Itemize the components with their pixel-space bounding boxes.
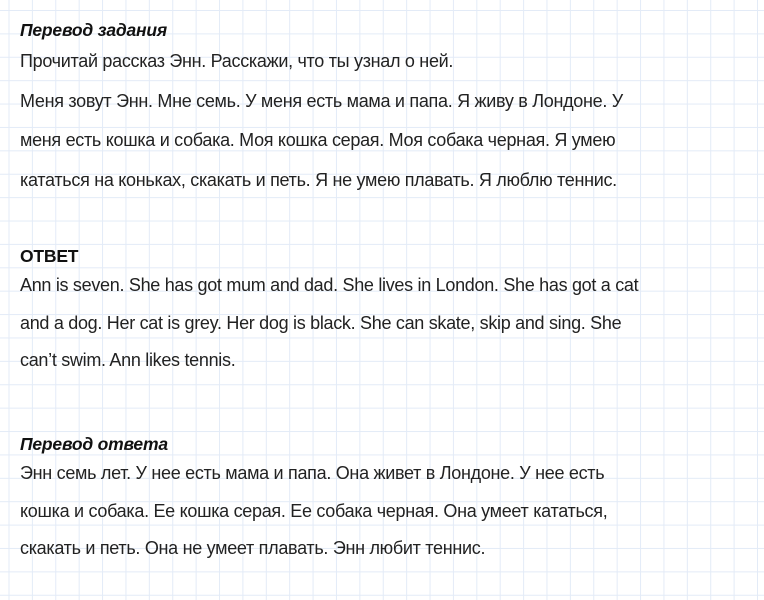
text-line: and a dog. Her cat is grey. Her dog is black. She can skate, skip and sing. She — [20, 312, 622, 333]
text-line: Энн семь лет. У нее есть мама и папа. Она живет в Лондоне. У нее есть — [20, 463, 605, 483]
answer-heading: ОТВЕТ — [20, 246, 79, 266]
text-line: Ann is seven. She has got mum and dad. She lives in London. She has got a cat — [20, 275, 639, 295]
answer-translation-text — [20, 455, 760, 568]
text-line: can’t swim. Ann likes tennis. — [20, 350, 236, 371]
answer-section — [20, 245, 760, 380]
answer-text — [20, 267, 760, 380]
text-line: кататься на коньках, скакать и петь. Я не умею плавать. Я люблю теннис. — [20, 169, 617, 190]
answer-translation-section — [20, 433, 760, 568]
answer-translation-heading: Перевод ответа — [20, 434, 168, 454]
task-translation-heading: Перевод задания — [20, 20, 168, 40]
text-line: меня есть кошка и собака. Моя кошка серая. Моя собака черная. Я умею — [20, 130, 616, 151]
text-line: скакать и петь. Она не умеет плавать. Энн любит теннис. — [20, 538, 486, 559]
task-translation-text — [20, 43, 760, 199]
text-line: Прочитай рассказ Энн. Расскажи, что ты узнал о ней. — [20, 51, 454, 71]
text-line: кошка и собака. Ее кошка серая. Ее собака черная. Она умеет кататься, — [20, 500, 608, 521]
text-line: Меня зовут Энн. Мне семь. У меня есть мама и папа. Я живу в Лондоне. У — [20, 90, 623, 111]
task-translation-section — [20, 19, 760, 199]
